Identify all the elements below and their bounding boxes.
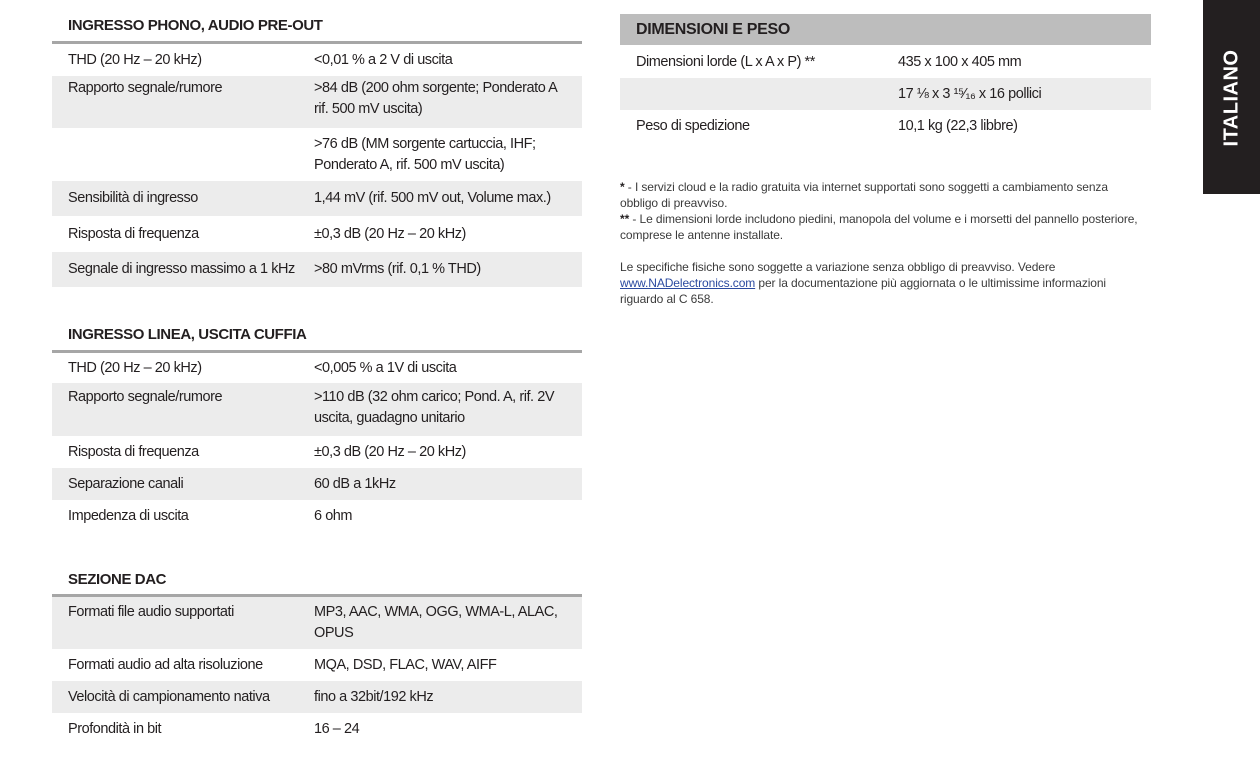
spec-label: Dimensioni lorde (L x A x P) ** [636,53,815,70]
section-title-dac: SEZIONE DAC [68,571,167,588]
spec-label: THD (20 Hz – 20 kHz) [68,359,202,376]
spec-label: Velocità di campionamento nativa [68,688,270,705]
table-row [52,597,582,649]
spec-value: >76 dB (MM sorgente cartuccia, IHF; Ponderato A, rif. 500 mV uscita) [314,136,536,173]
table-row [52,713,582,745]
section-title-linea: INGRESSO LINEA, USCITA CUFFIA [68,326,307,343]
spec-label: Risposta di frequenza [68,443,199,460]
spec-value: 435 x 100 x 405 mm [898,53,1022,70]
footnote-marker: ** [620,212,630,226]
spec-label: Segnale di ingresso massimo a 1 kHz [68,261,295,277]
footnote-text: - I servizi cloud e la radio gratuita via internet supportati sono soggetti a cambiamento senza obbligo di preavviso. [620,180,1108,210]
table-row [620,78,1151,110]
spec-table-dimensions [620,46,1151,142]
table-row [52,468,582,500]
section-title-phono: INGRESSO PHONO, AUDIO PRE-OUT [68,17,323,34]
spec-value: 60 dB a 1kHz [314,475,396,492]
language-tab-label: ITALIANO [1220,49,1242,147]
spec-value: MQA, DSD, FLAC, WAV, AIFF [314,656,497,673]
spec-label: Peso di spedizione [636,117,750,134]
spec-value: ±0,3 dB (20 Hz – 20 kHz) [314,225,466,242]
spec-value: >80 mVrms (rif. 0,1 % THD) [314,261,481,277]
footnote-cloud [620,179,1140,211]
spec-value: 17 ⅛ x 3 ¹⁵⁄₁₆ x 16 pollici [898,85,1042,102]
table-row [52,500,582,533]
spec-value: <0,005 % a 1V di uscita [314,359,457,376]
table-row [52,252,582,287]
spec-label: THD (20 Hz – 20 kHz) [68,51,202,68]
footnote-dimensions [620,211,1140,243]
table-row [620,46,1151,78]
table-row [52,353,582,383]
spec-value: fino a 32bit/192 kHz [314,688,434,705]
table-row [52,76,582,128]
table-row [52,383,582,436]
spec-label: Impedenza di uscita [68,508,189,524]
spec-value: 1,44 mV (rif. 500 mV out, Volume max.) [314,190,551,206]
spec-table-phono [52,44,582,287]
table-row [620,110,1151,142]
spec-label: Profondità in bit [68,720,162,737]
footnote-marker: * [620,180,625,194]
spec-label: Rapporto segnale/rumore [68,389,223,405]
spec-table-dac [52,597,582,745]
footnote-text: - Le dimensioni lorde includono piedini, manopola del volume e i morsetti del pannello posteriore, comprese le antenne installate. [620,212,1138,242]
spec-value: MP3, AAC, WMA, OGG, WMA-L, ALAC, OPUS [314,604,558,641]
disclaimer-text: Le specifiche fisiche sono soggette a variazione senza obbligo di preavviso. Vedere [620,260,1056,274]
spec-value: 16 – 24 [314,720,360,737]
spec-label: Formati audio ad alta risoluzione [68,656,263,673]
spec-table-linea [52,353,582,533]
table-row [52,44,582,76]
disclaimer-text-end: per la documentazione più aggiornata o le ultimissime informazioni riguardo al C 658. [620,276,1106,306]
spec-label: Risposta di frequenza [68,225,199,242]
table-row [52,681,582,713]
table-row [52,216,582,252]
spec-value: 6 ohm [314,508,353,524]
language-tab [1203,0,1260,194]
dimensions-title: DIMENSIONI E PESO [620,14,1151,45]
table-row [52,649,582,681]
spec-value: >110 dB (32 ohm carico; Pond. A, rif. 2V uscita, guadagno unitario [314,389,555,426]
spec-value: ±0,3 dB (20 Hz – 20 kHz) [314,443,466,460]
spec-label [52,134,314,181]
spec-label: Formati file audio supportati [68,604,234,620]
specs-disclaimer [620,259,1140,307]
table-row [52,436,582,468]
table-row [52,181,582,216]
spec-value: >84 dB (200 ohm sorgente; Ponderato A rif. 500 mV uscita) [314,80,557,117]
spec-label: Separazione canali [68,475,184,492]
spec-value: <0,01 % a 2 V di uscita [314,51,453,68]
spec-value: 10,1 kg (22,3 libbre) [898,117,1018,134]
spec-label: Sensibilità di ingresso [68,190,198,206]
website-link[interactable]: www.NADelectronics.com [620,276,756,290]
spec-label: Rapporto segnale/rumore [68,80,223,96]
table-row [52,128,582,181]
